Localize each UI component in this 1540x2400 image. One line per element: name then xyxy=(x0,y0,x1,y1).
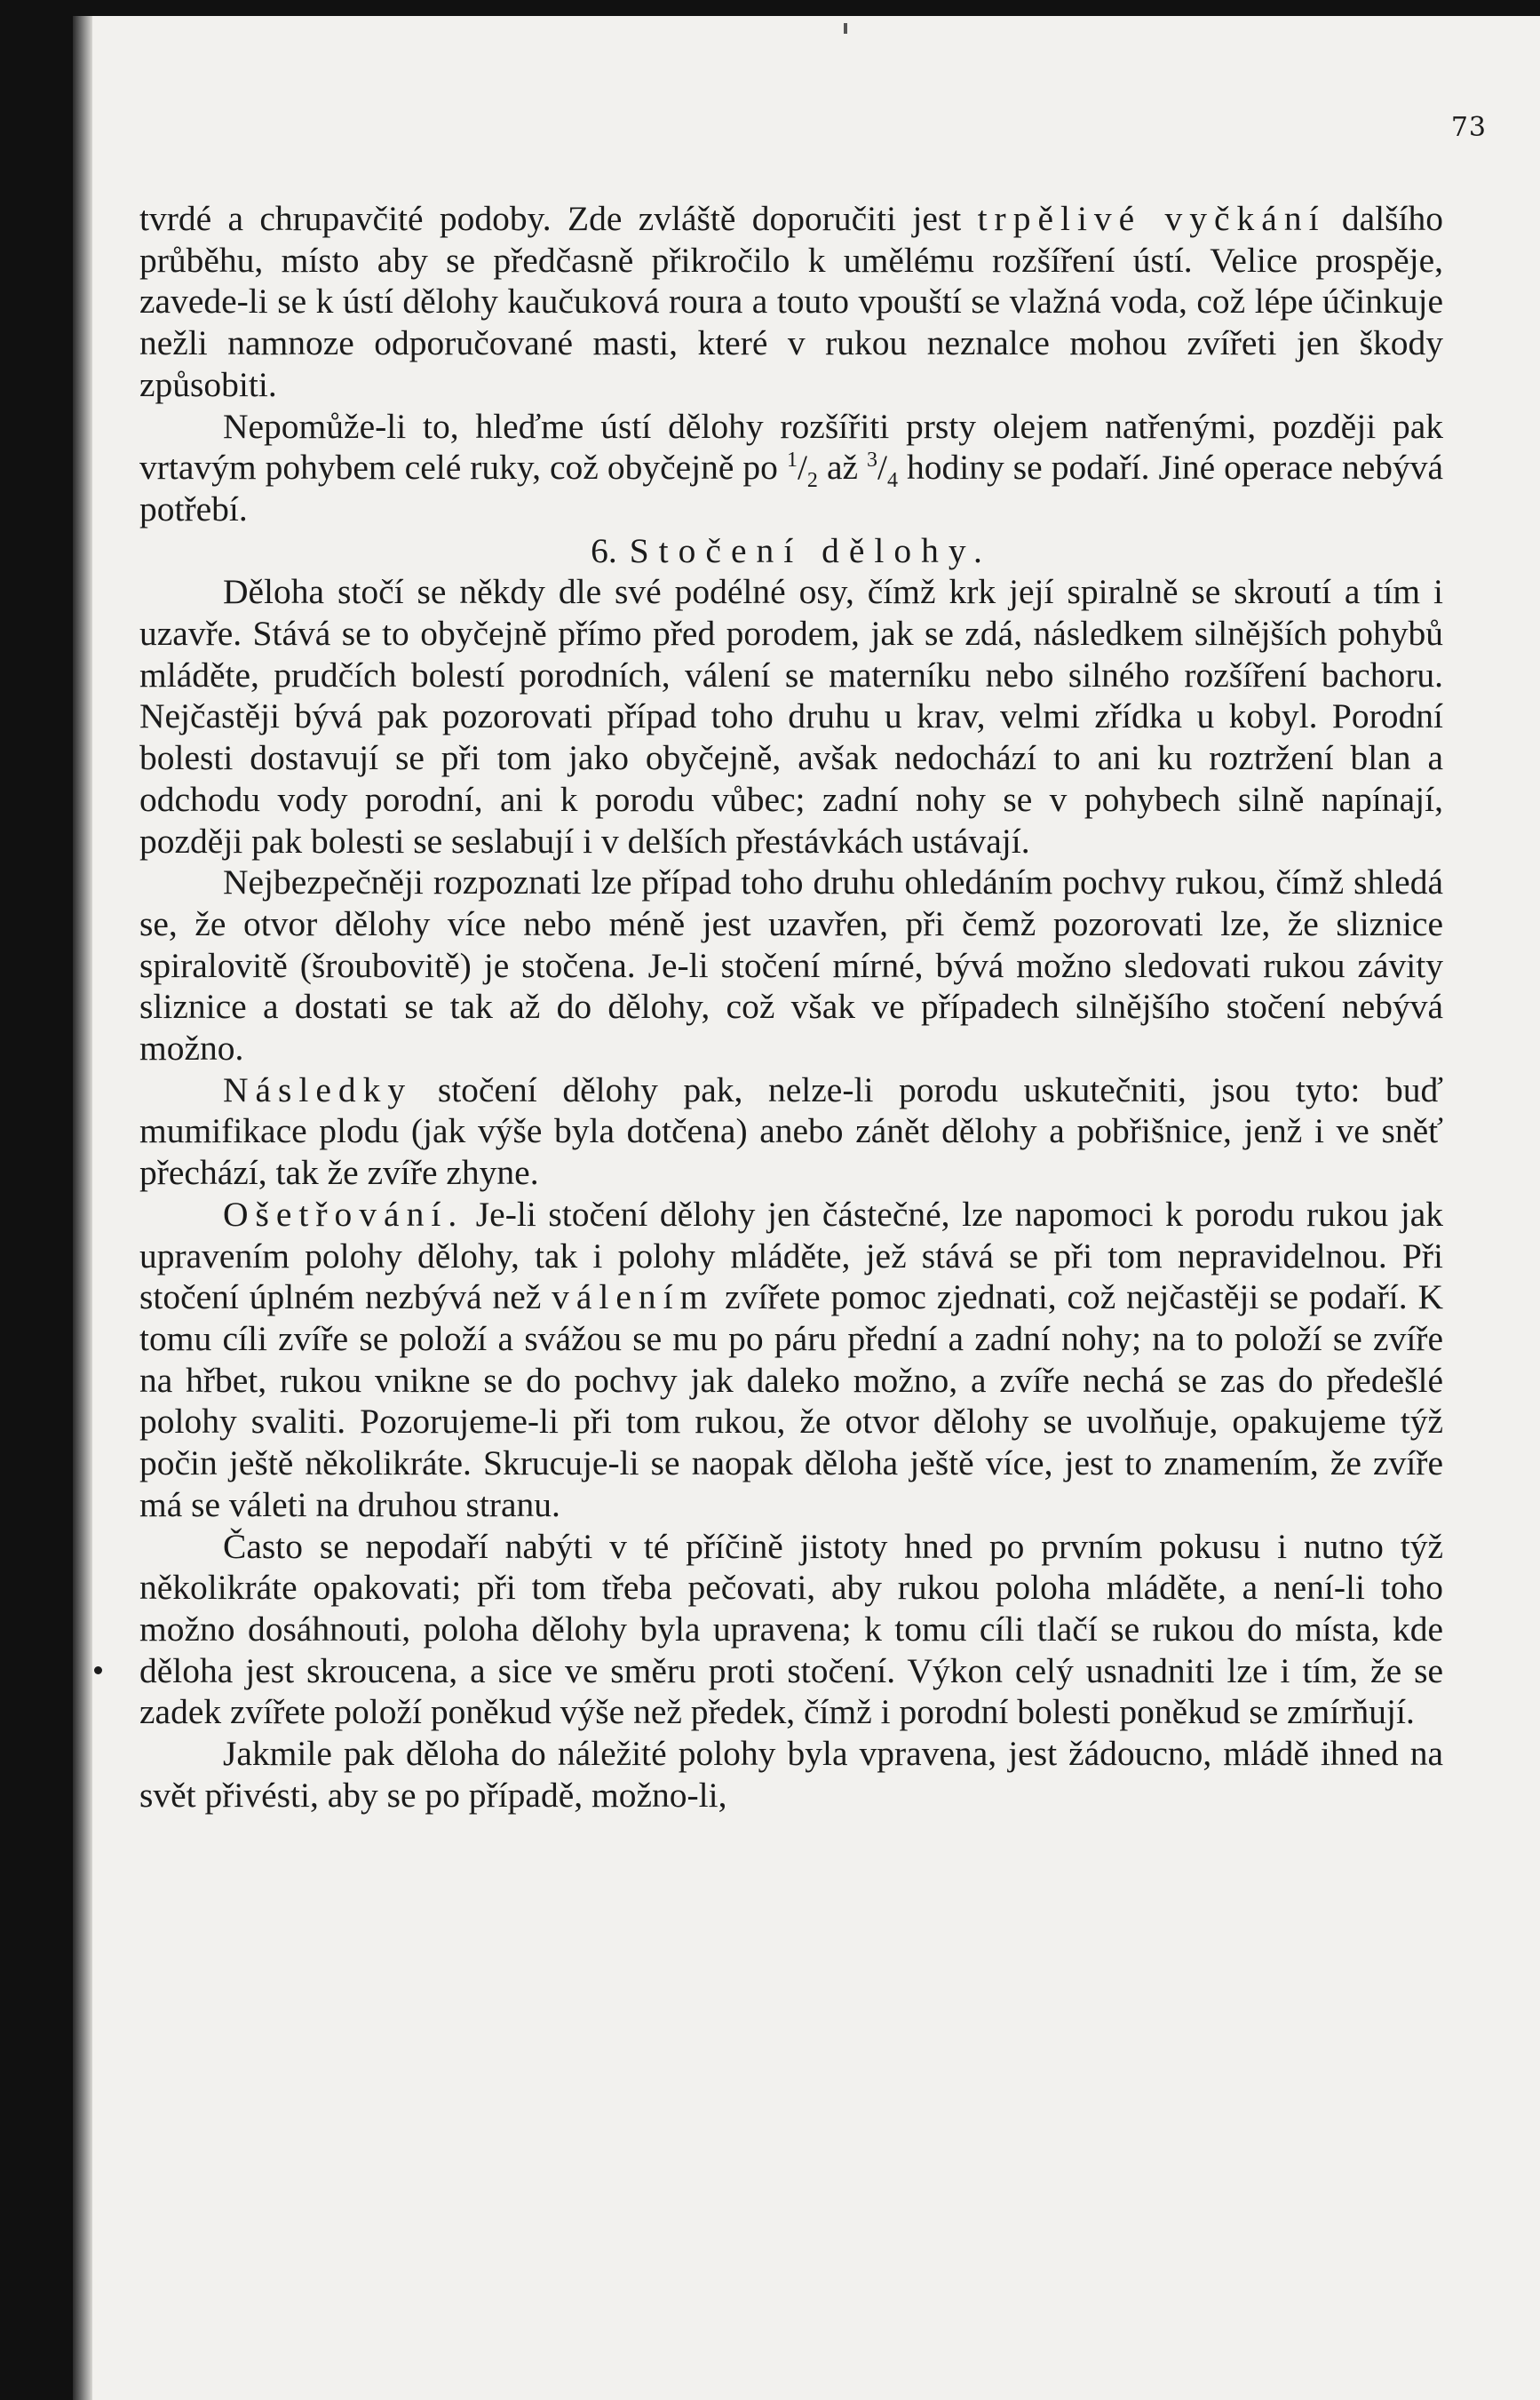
paragraph-6 xyxy=(139,1194,1443,1526)
paragraph-2: Nepomůže-li to, hleďme ústí dělohy rozšířiti prsty olejem natřenými, později pak vrtavým pohybem celé ruky, což obyčejně po $^1/_2$ až $^3/_4$ hodiny se podaří. Jiné operace nebývá potřebí. xyxy=(139,406,1444,528)
section-heading xyxy=(139,530,1443,572)
print-mark xyxy=(844,23,847,34)
fraction-denominator: 4 xyxy=(887,469,899,493)
text-run: stočení dělohy pak, nelze-li porodu uskutečniti, jsou tyto: buď mumifikace plodu (jak výše byla dotčena) anebo zánět dělohy a pobřišnice, jenž i ve sněť přechází, tak že zvíře zhyne. xyxy=(139,1069,1443,1193)
emphasis-spaced: válením xyxy=(552,1277,715,1317)
paragraph-7: Často se nepodaří nabýti v té příčině jistoty hned po prvním pokusu i nutno týž několikráte opakovati; při tom třeba pečovati, aby rukou poloha mláděte, a není-li toho možno dosáhnouti, poloha dělohy byla upravena; k tomu cíli tlačí se rukou do místa, kde děloha jest skroucena, a sice ve směru proti stočení. Výkon celý usnadniti lze i tím, že se zadek zvířete položí poněkud výše než předek, čímž i porodní bolesti poněkud se zmírňují. xyxy=(139,1526,1443,1732)
fraction-numerator: 3 xyxy=(867,449,878,473)
margin-dot xyxy=(94,1666,102,1674)
paragraph-5 xyxy=(139,1069,1443,1194)
page-number: 73 xyxy=(1450,112,1487,143)
paragraph-8: Jakmile pak děloha do náležité polohy byla vpravena, jest žádoucno, mládě ihned na svět přivésti, aby se po případě, možno-li, xyxy=(139,1734,1443,1815)
text-run: až xyxy=(817,448,868,488)
paragraph-4: Nejbezpečněji rozpoznati lze případ toho druhu ohledáním pochvy rukou, čímž shledá se, že otvor dělohy více nebo méně jest uzavřen, při čemž pozorovati lze, že sliznice spiralovitě (šroubovitě) je stočena. Je-li stočení mírné, bývá možno sledovati rukou závity sliznice a dostati se tak až do dělohy, což však ve případech silnějšího stočení nebývá možno. xyxy=(139,862,1443,1069)
text-run: zvířete pomoc zjednati, což nejčastěji se podaří. K tomu cíli zvíře se položí a svážou se mu po páru přední a zadní nohy; na to položí se zvíře na hřbet, rukou vnikne se do pochvy jak daleko možno, a zvíře nechá se zas do předešlé polohy svaliti. Pozorujeme-li při tom rukou, že otvor dělohy se uvolňuje, opakujeme týž počin ještě několikráte. Skrucuje-li se naopak děloha ještě více, jest to znamením, že zvíře má se váleti na druhou stranu. xyxy=(139,1277,1443,1524)
text-run: Je-li stočení dělohy jen částečné, lze napomoci k porodu rukou jak upravením polohy dělohy, tak i polohy mláděte, jež stává se při tom nepravidelnou. Při stočení úplném nezbývá než xyxy=(139,1194,1443,1317)
section-title: Stočení dělohy. xyxy=(629,530,992,570)
text-run: Nepomůže-li to, hleďme ústí dělohy rozšířiti prsty olejem natřenými, později pak vrtavým pohybem celé ruky, což obyčejně po xyxy=(139,406,1443,488)
paragraph-1 xyxy=(139,198,1443,406)
emphasis-spaced: Následky xyxy=(223,1069,413,1109)
page-spine-shadow xyxy=(73,16,92,2400)
body-text xyxy=(139,198,1443,1816)
text-run: tvrdé a chrupavčité podoby. Zde zvláště doporučiti jest xyxy=(139,199,978,238)
book-page xyxy=(73,16,1540,2400)
text-run: hodiny se podaří. Jiné operace nebývá potřebí. xyxy=(139,448,1444,528)
text-run: dalšího průběhu, místo aby se předčasně přikročilo k umělému rozšíření ústí. Velice prospěje, zavede-li se k ústí dělohy kaučuková roura a touto vpouští se vlažná voda, což lépe účinkuje nežli namnoze odporučované masti, které v rukou neznalce mohou zvířeti jen škody způsobiti. xyxy=(139,199,1443,404)
fraction-numerator: 1 xyxy=(786,449,798,473)
emphasis-spaced: Ošetřování. xyxy=(223,1194,464,1234)
emphasis-spaced: trpělivé vyčkání xyxy=(977,199,1326,238)
fraction-denominator: 2 xyxy=(806,469,818,493)
section-number: 6. xyxy=(591,530,617,570)
paragraph-3: Děloha stočí se někdy dle své podélné osy, čímž krk její spiralně se skroutí a tím i uzavře. Stává se to obyčejně přímo před porodem, jak se zdá, následkem silnějších pohybů mláděte, prudčích bolestí porodních, válení se materníku nebo silného rozšíření bachoru. Nejčastěji bývá pak pozorovati případ toho druhu u krav, velmi zřídka u kobyl. Porodní bolesti dostavují se při tom jako obyčejně, avšak nedochází to ani ku roztržení blan a odchodu vody porodní, ani k porodu vůbec; zadní nohy se v pohybech silně napínají, později pak bolesti se seslabují i v delších přestávkách ustávají. xyxy=(139,572,1443,861)
